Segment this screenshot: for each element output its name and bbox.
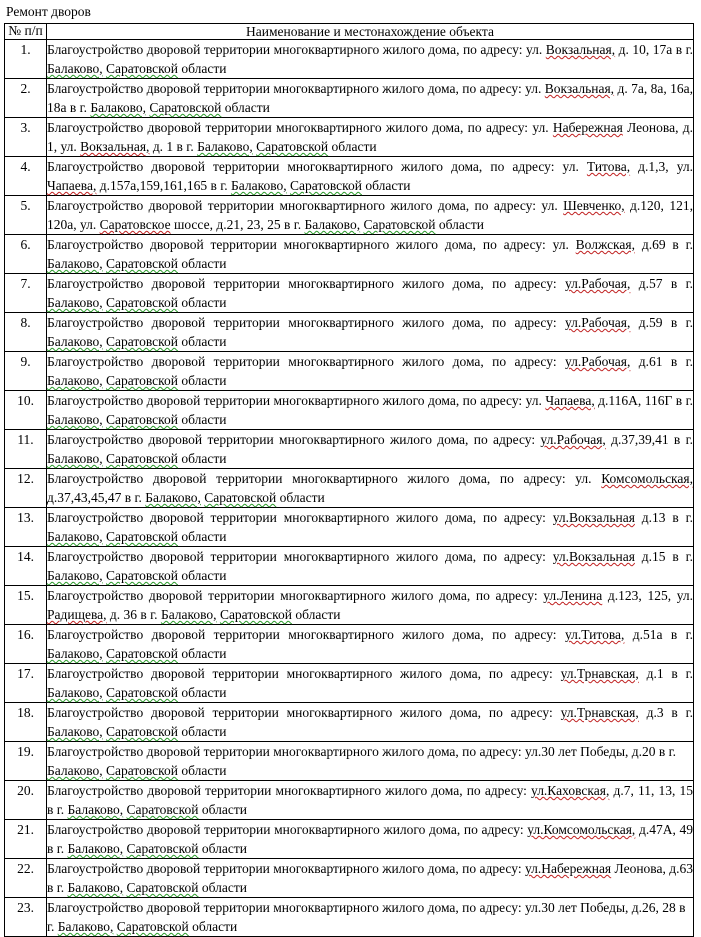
row-number: 16. bbox=[5, 625, 47, 664]
object-description: Благоустройство дворовой территории многоквартирного жилого дома, по адресу: ул. Шевченко, д.120, 121, 120а, ул. Саратовское шоссе, д.21, 23, 25 в г. Балаково, Саратовской области bbox=[47, 196, 694, 235]
table-row bbox=[5, 352, 694, 391]
object-description: Благоустройство дворовой территории многоквартирного жилого дома, по адресу: ул.Вокзальная д.15 в г. Балаково, Саратовской области bbox=[47, 547, 694, 586]
row-number: 7. bbox=[5, 274, 47, 313]
table-row bbox=[5, 508, 694, 547]
object-description: Благоустройство дворовой территории многоквартирного жилого дома, по адресу: ул.30 лет Победы, д.20 в г. Балаково, Саратовской области bbox=[47, 742, 694, 781]
table-row bbox=[5, 430, 694, 469]
row-number: 21. bbox=[5, 820, 47, 859]
object-description: Благоустройство дворовой территории многоквартирного жилого дома, по адресу: ул.Рабочая, д.57 в г. Балаково, Саратовской области bbox=[47, 274, 694, 313]
object-description: Благоустройство дворовой территории многоквартирного жилого дома, по адресу: ул. Вокзальная, д. 10, 17а в г. Балаково, Саратовской области bbox=[47, 40, 694, 79]
row-number: 12. bbox=[5, 469, 47, 508]
object-description: Благоустройство дворовой территории многоквартирного жилого дома, по адресу: ул. Титова, д.1,3, ул. Чапаева, д.157а,159,161,165 в г. Балаково, Саратовской области bbox=[47, 157, 694, 196]
row-number: 22. bbox=[5, 859, 47, 898]
object-description: Благоустройство дворовой территории многоквартирного жилого дома, по адресу: ул. Вокзальная, д. 7а, 8а, 16а, 18а в г. Балаково, Саратовской области bbox=[47, 79, 694, 118]
row-number: 15. bbox=[5, 586, 47, 625]
object-description: Благоустройство дворовой территории многоквартирного жилого дома, по адресу: ул. Чапаева, д.116А, 116Г в г. Балаково, Саратовской области bbox=[47, 391, 694, 430]
row-number: 20. bbox=[5, 781, 47, 820]
page-title: Ремонт дворов bbox=[6, 4, 91, 19]
column-header-number: № п/п bbox=[5, 24, 47, 40]
table-row bbox=[5, 625, 694, 664]
table-row bbox=[5, 157, 694, 196]
row-number: 2. bbox=[5, 79, 47, 118]
object-description: Благоустройство дворовой территории многоквартирного жилого дома, по адресу: ул.Рабочая, д.61 в г. Балаково, Саратовской области bbox=[47, 352, 694, 391]
table-row bbox=[5, 820, 694, 859]
row-number: 23. bbox=[5, 898, 47, 937]
table-row bbox=[5, 274, 694, 313]
object-description: Благоустройство дворовой территории многоквартирного жилого дома, по адресу: ул.Трнавская, д.3 в г. Балаково, Саратовской области bbox=[47, 703, 694, 742]
row-number: 3. bbox=[5, 118, 47, 157]
table-row bbox=[5, 586, 694, 625]
row-number: 19. bbox=[5, 742, 47, 781]
table-row bbox=[5, 469, 694, 508]
table-row bbox=[5, 313, 694, 352]
table-row bbox=[5, 196, 694, 235]
object-description: Благоустройство дворовой территории многоквартирного жилого дома, по адресу: ул. Волжская, д.69 в г. Балаково, Саратовской области bbox=[47, 235, 694, 274]
object-description: Благоустройство дворовой территории многоквартирного жилого дома, по адресу: ул.Набережная Леонова, д.63 в г. Балаково, Саратовской области bbox=[47, 859, 694, 898]
row-number: 10. bbox=[5, 391, 47, 430]
row-number: 9. bbox=[5, 352, 47, 391]
objects-table bbox=[4, 23, 694, 937]
row-number: 11. bbox=[5, 430, 47, 469]
object-description: Благоустройство дворовой территории многоквартирного жилого дома, по адресу: ул.30 лет Победы, д.26, 28 в г. Балаково, Саратовской области bbox=[47, 898, 694, 937]
row-number: 1. bbox=[5, 40, 47, 79]
table-row bbox=[5, 118, 694, 157]
object-description: Благоустройство дворовой территории многоквартирного жилого дома, по адресу: ул.Ленина д.123, 125, ул. Радищева, д. 36 в г. Балаково, Саратовской области bbox=[47, 586, 694, 625]
table-row bbox=[5, 40, 694, 79]
column-header-name: Наименование и местонахождение объекта bbox=[47, 24, 694, 40]
row-number: 5. bbox=[5, 196, 47, 235]
table-row bbox=[5, 664, 694, 703]
table-row bbox=[5, 859, 694, 898]
object-description: Благоустройство дворовой территории многоквартирного жилого дома, по адресу: ул.Рабочая, д.37,39,41 в г. Балаково, Саратовской области bbox=[47, 430, 694, 469]
table-body bbox=[5, 40, 694, 937]
table-row bbox=[5, 391, 694, 430]
object-description: Благоустройство дворовой территории многоквартирного жилого дома, по адресу: ул.Трнавская, д.1 в г. Балаково, Саратовской области bbox=[47, 664, 694, 703]
object-description: Благоустройство дворовой территории многоквартирного жилого дома, по адресу: ул. Набережная Леонова, д. 1, ул. Вокзальная, д. 1 в г. Балаково, Саратовской области bbox=[47, 118, 694, 157]
object-description: Благоустройство дворовой территории многоквартирного жилого дома, по адресу: ул. Комсомольская, д.37,43,45,47 в г. Балаково, Саратовской области bbox=[47, 469, 694, 508]
table-row bbox=[5, 742, 694, 781]
object-description: Благоустройство дворовой территории многоквартирного жилого дома, по адресу: ул.Рабочая, д.59 в г. Балаково, Саратовской области bbox=[47, 313, 694, 352]
row-number: 4. bbox=[5, 157, 47, 196]
row-number: 17. bbox=[5, 664, 47, 703]
table-row bbox=[5, 703, 694, 742]
row-number: 14. bbox=[5, 547, 47, 586]
row-number: 6. bbox=[5, 235, 47, 274]
table-header-row bbox=[5, 24, 694, 40]
object-description: Благоустройство дворовой территории многоквартирного жилого дома, по адресу: ул.Вокзальная д.13 в г. Балаково, Саратовской области bbox=[47, 508, 694, 547]
table-row bbox=[5, 547, 694, 586]
row-number: 8. bbox=[5, 313, 47, 352]
object-description: Благоустройство дворовой территории многоквартирного жилого дома, по адресу: ул.Комсомольская, д.47А, 49 в г. Балаково, Саратовской области bbox=[47, 820, 694, 859]
table-row bbox=[5, 235, 694, 274]
object-description: Благоустройство дворовой территории многоквартирного жилого дома, по адресу: ул.Каховская, д.7, 11, 13, 15 в г. Балаково, Саратовской области bbox=[47, 781, 694, 820]
table-row bbox=[5, 781, 694, 820]
row-number: 13. bbox=[5, 508, 47, 547]
object-description: Благоустройство дворовой территории многоквартирного жилого дома, по адресу: ул.Титова, д.51а в г. Балаково, Саратовской области bbox=[47, 625, 694, 664]
table-row bbox=[5, 79, 694, 118]
row-number: 18. bbox=[5, 703, 47, 742]
